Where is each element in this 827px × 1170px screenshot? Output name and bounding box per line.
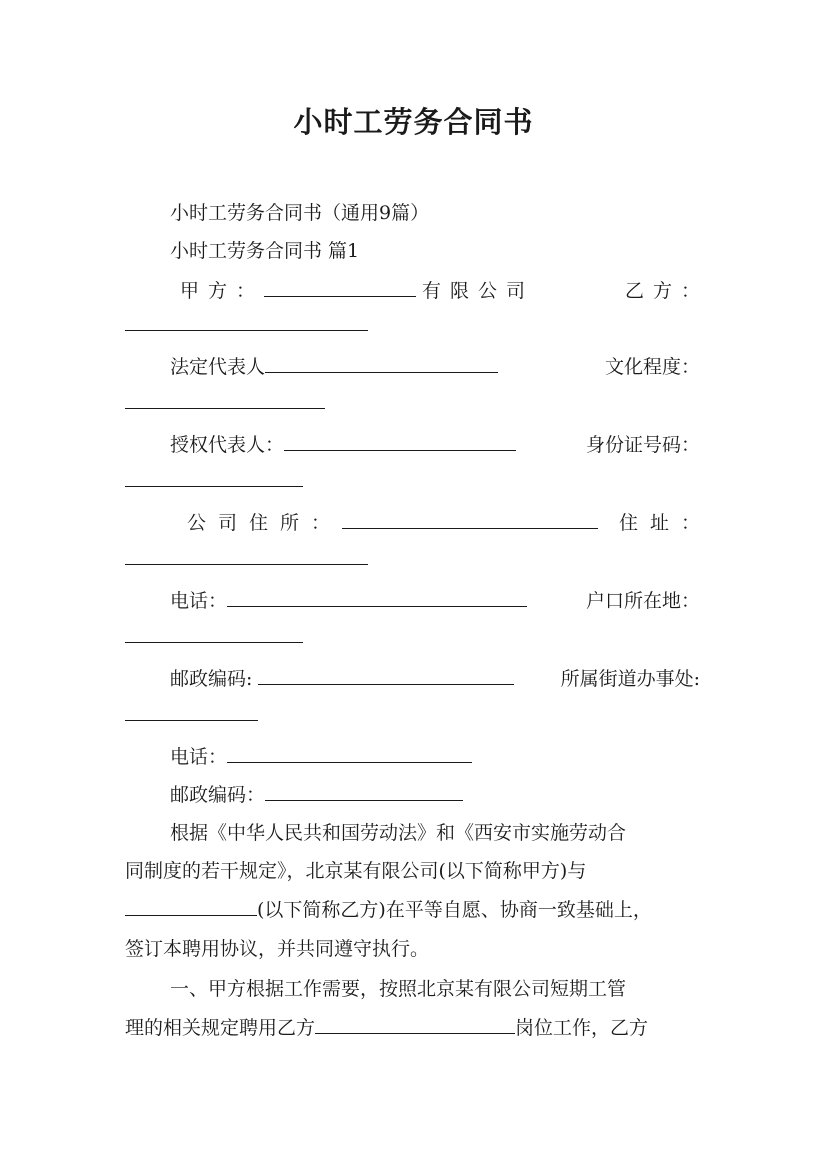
party-a-blank[interactable]	[264, 278, 416, 297]
para1-line3: (以下简称乙方)在平等自愿、协商一致基础上，	[257, 899, 652, 921]
auth-rep-blank[interactable]	[284, 432, 516, 451]
phone-blank[interactable]	[227, 588, 527, 607]
phone2-blank[interactable]	[227, 744, 472, 763]
para2-line2-a: 理的相关规定聘用乙方	[125, 1017, 316, 1039]
hukou-label: 户口所在地：	[585, 590, 700, 612]
address-row	[125, 510, 712, 536]
para2-line2-b: 岗位工作，乙方	[515, 1017, 649, 1039]
auth-rep-label: 授权代表人：	[170, 434, 285, 456]
para2-line1: 一、甲方根据工作需要，按照北京某有限公司短期工管	[170, 978, 627, 1000]
party-b-name-blank[interactable]	[125, 897, 257, 916]
education-blank[interactable]	[125, 390, 325, 409]
id-label: 身份证号码：	[585, 434, 700, 456]
hukou-blank-row	[125, 624, 700, 650]
legal-rep-row	[125, 354, 700, 380]
phone2-row	[125, 744, 745, 770]
street-office-blank[interactable]	[125, 702, 258, 721]
para1-line4: 签订本聘用协议，并共同遵守执行。	[125, 938, 430, 960]
heading-general: 小时工劳务合同书（通用9篇）	[170, 202, 430, 224]
id-blank[interactable]	[125, 468, 303, 487]
document-title: 小时工劳务合同书	[293, 105, 534, 139]
street-office-blank-row	[125, 702, 700, 728]
party-a-label: 甲方：	[180, 280, 265, 302]
legal-rep-blank[interactable]	[265, 354, 498, 373]
addr-label: 住址：	[618, 512, 712, 534]
addr-blank-row	[125, 546, 700, 572]
postcode-label: 邮政编码:	[170, 668, 253, 690]
legal-rep-label: 法定代表人	[170, 356, 266, 378]
postcode-blank[interactable]	[258, 666, 514, 685]
party-b-blank-row	[125, 312, 700, 338]
party-b-blank[interactable]	[125, 312, 368, 331]
street-office-label: 所属街道办事处:	[560, 668, 700, 690]
para2-line2-row	[125, 1015, 700, 1041]
para1-line3-row	[125, 897, 700, 923]
education-label: 文化程度：	[604, 356, 700, 378]
company-addr-blank[interactable]	[342, 510, 598, 529]
party-b-label: 乙方：	[624, 280, 709, 302]
postcode2-label: 邮政编码：	[170, 784, 266, 806]
heading-part1: 小时工劳务合同书 篇1	[170, 240, 360, 262]
para1-line2: 同制度的若干规定》，北京某有限公司(以下简称甲方)与	[125, 860, 587, 882]
postcode-row	[125, 666, 700, 692]
education-blank-row	[125, 390, 700, 416]
hukou-blank[interactable]	[125, 624, 303, 643]
company-addr-label: 公司住所：	[187, 512, 343, 534]
party-a-suffix: 有限公司	[422, 280, 535, 302]
phone-label: 电话：	[170, 590, 228, 612]
phone2-label: 电话：	[170, 746, 228, 768]
addr-blank[interactable]	[125, 546, 368, 565]
position-blank[interactable]	[315, 1015, 515, 1034]
postcode2-row	[125, 782, 745, 808]
phone-row	[125, 588, 700, 614]
id-blank-row	[125, 468, 700, 494]
auth-rep-row	[125, 432, 700, 458]
para1-line1: 根据《中华人民共和国劳动法》和《西安市实施劳动合	[170, 822, 627, 844]
postcode2-blank[interactable]	[265, 782, 463, 801]
party-row	[125, 278, 709, 304]
